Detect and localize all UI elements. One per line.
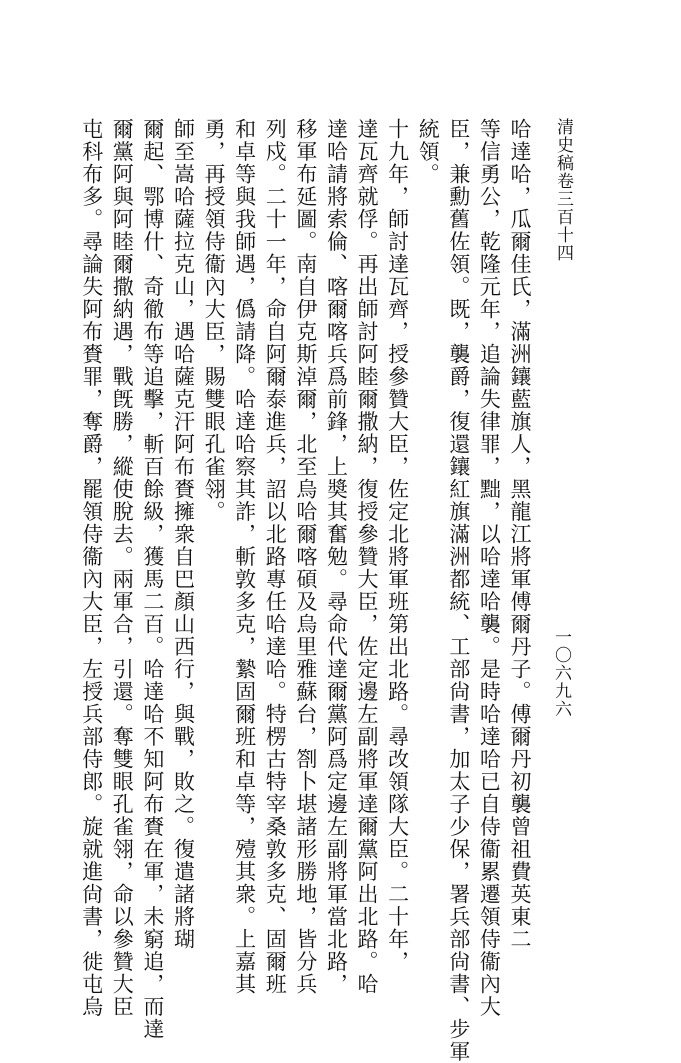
text-column: 哈達哈，瓜爾佳氏，滿洲鑲藍旗人，黑龍江將軍傅爾丹子。傅爾丹初襲曾祖費英東二	[508, 118, 532, 951]
text-column: 和卓等與我師遇，僞請降。哈達哈察其詐，斬敦多克，縶固爾班和卓等，殪其衆。上嘉其	[232, 118, 257, 996]
text-column: 十九年，師討達瓦齊，授參贊大臣，佐定北將軍班第出北路。尋改領隊大臣。二十年，	[385, 118, 410, 973]
text-column: 達哈請將索倫、喀爾喀兵爲前鋒，上奬其奮勉。尋命代達爾黨阿爲定邊左副將軍當北路，	[324, 118, 349, 996]
text-column: 達瓦齊就俘。再出師討阿睦爾撒納，復授參贊大臣，佐定邊左副將軍達爾黨阿出北路。哈	[355, 118, 380, 996]
page-number: 一〇六九六	[551, 628, 571, 718]
text-column: 移軍布延圖。南自伊克斯淖爾，北至烏哈爾喀碩及烏里雅蘇台，劄卜堪諸形勝地，皆分兵	[293, 118, 318, 996]
text-column: 勇，再授領侍衞內大臣，賜雙眼孔雀翎。	[202, 118, 227, 523]
text-column: 等信勇公，乾隆元年，追論失律罪，黜，以哈達哈襲。是時哈達哈已自侍衞累遷領侍衞內大	[477, 118, 502, 1018]
text-column: 屯科布多。尋論失阿布賚罪，奪爵，罷領侍衞內大臣，左授兵部侍郎。旋就進尙書，徙屯烏	[79, 118, 104, 1018]
text-column: 列戍。二十一年，命自阿爾泰進兵，詔以北路專任哈達哈。特楞古特宰桑敦多克、固爾班	[263, 118, 288, 996]
text-column: 師至嵩哈薩拉克山，遇哈薩克汗阿布賚擁衆自巴顏山西行，與戰，敗之。復遣諸將瑚	[171, 118, 196, 951]
book-title-header: 清史稿卷三百十四	[553, 118, 573, 262]
text-column: 爾起、鄂博什、奇徹布等追擊，斬百餘級，獲馬二百。哈達哈不知阿布賚在軍，未窮追，而達	[140, 118, 165, 1041]
text-column: 統領。	[416, 118, 441, 186]
main-text-block	[65, 118, 535, 1063]
text-column: 臣，兼勳舊佐領。既，襲爵，復還鑲紅旗滿洲都統、工部尙書，加太子少保，署兵部尙書、步軍	[446, 118, 471, 1063]
text-column: 爾黨阿與阿睦爾撒納遇，戰旣勝，縱使脫去。兩軍合，引還。奪雙眼孔雀翎，命以參贊大臣	[110, 118, 135, 1018]
